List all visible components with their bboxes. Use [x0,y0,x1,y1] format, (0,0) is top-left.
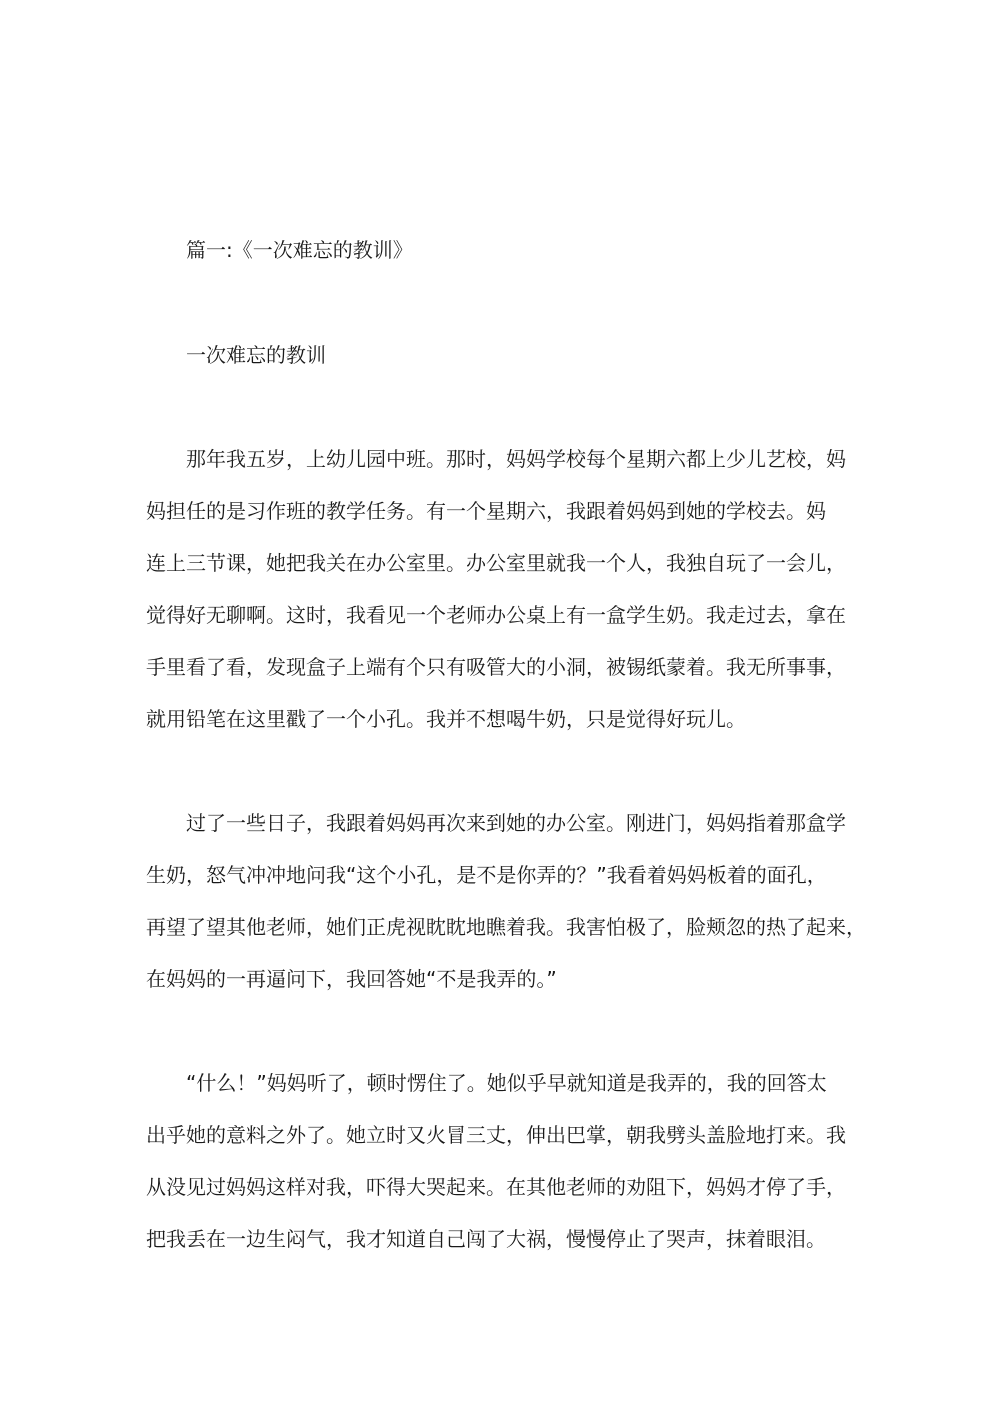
paragraph-line: 出乎她的意料之外了。她立时又火冒三丈，伸出巴掌，朝我劈头盖脸地打来。我 [146,1123,846,1147]
paragraph-line: 过了一些日子，我跟着妈妈再次来到她的办公室。刚进门，妈妈指着那盒学 [186,811,846,835]
paragraph-line: 再望了望其他老师，她们正虎视眈眈地瞧着我。我害怕极了，脸颊忽的热了起来， [146,915,866,939]
paragraph-line: 生奶，怒气冲冲地问我“这个小孔，是不是你弄的？”我看着妈妈板着的面孔， [146,863,827,887]
paragraph-line: 连上三节课，她把我关在办公室里。办公室里就我一个人，我独自玩了一会儿， [146,551,846,575]
paragraph-line: 在妈妈的一再逼问下，我回答她“不是我弄的。” [146,967,557,991]
paragraph-line: 就用铅笔在这里戳了一个小孔。我并不想喝牛奶，只是觉得好玩儿。 [146,707,746,731]
paragraph-line: 手里看了看，发现盒子上端有个只有吸管大的小洞，被锡纸蒙着。我无所事事， [146,655,846,679]
paragraph-line: 妈担任的是习作班的教学任务。有一个星期六，我跟着妈妈到她的学校去。妈 [146,499,826,523]
paragraph-line: “什么！”妈妈听了，顿时愣住了。她似乎早就知道是我弄的，我的回答太 [186,1071,827,1095]
document-subtitle: 一次难忘的教训 [186,343,326,367]
paragraph-line: 那年我五岁，上幼儿园中班。那时，妈妈学校每个星期六都上少儿艺校，妈 [186,447,846,471]
paragraph-line: 觉得好无聊啊。这时，我看见一个老师办公桌上有一盒学生奶。我走过去，拿在 [146,603,846,627]
paragraph-line: 从没见过妈妈这样对我，吓得大哭起来。在其他老师的劝阻下，妈妈才停了手， [146,1175,846,1199]
document-heading: 篇一:《一次难忘的教训》 [186,238,413,262]
paragraph-line: 把我丢在一边生闷气，我才知道自己闯了大祸，慢慢停止了哭声，抹着眼泪。 [146,1227,826,1251]
